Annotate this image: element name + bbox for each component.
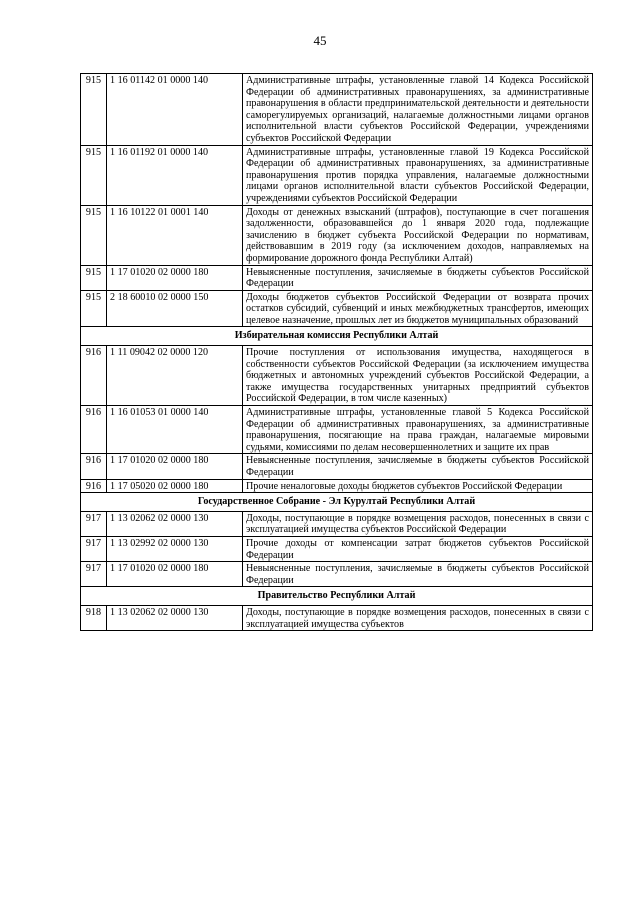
section-header-row bbox=[81, 493, 593, 512]
budget-classification-code-cell: 1 16 10122 01 0001 140 bbox=[107, 205, 243, 265]
admin-code-cell: 915 bbox=[81, 205, 107, 265]
admin-code-cell: 915 bbox=[81, 145, 107, 205]
table-row bbox=[81, 479, 593, 493]
revenue-description-cell: Невыясненные поступления, зачисляемые в бюджеты субъектов Российской Федерации bbox=[243, 454, 593, 479]
section-title: Правительство Республики Алтай bbox=[81, 587, 593, 606]
revenue-description-cell: Административные штрафы, установленные главой 5 Кодекса Российской Федерации об административных правонарушениях, за административные правонарушения, посягающие на права граждан, налагаемые мировыми судьями, комиссиями по делам несовершеннолетних и защите их прав bbox=[243, 406, 593, 454]
revenue-description-cell: Доходы, поступающие в порядке возмещения расходов, понесенных в связи с эксплуатацией имущества субъектов bbox=[243, 605, 593, 630]
table-row bbox=[81, 536, 593, 561]
budget-codes-table bbox=[80, 73, 593, 631]
table-row bbox=[81, 605, 593, 630]
budget-classification-code-cell: 1 13 02062 02 0000 130 bbox=[107, 605, 243, 630]
admin-code-cell: 916 bbox=[81, 454, 107, 479]
admin-code-cell: 915 bbox=[81, 290, 107, 327]
budget-classification-code-cell: 1 16 01142 01 0000 140 bbox=[107, 74, 243, 146]
section-header-row bbox=[81, 327, 593, 346]
admin-code-cell: 916 bbox=[81, 479, 107, 493]
table-row bbox=[81, 511, 593, 536]
section-title: Государственное Собрание - Эл Курултай Республики Алтай bbox=[81, 493, 593, 512]
revenue-description-cell: Прочие поступления от использования имущества, находящегося в собственности субъектов Российской Федерации (за исключением имущества бюджетных и автономных учреждений субъектов Российской Федерации, а также имущества государственных унитарных предприятий субъектов Российской Федерации, в том числе казенных) bbox=[243, 346, 593, 406]
table-row bbox=[81, 145, 593, 205]
table-row bbox=[81, 290, 593, 327]
revenue-description-cell: Доходы бюджетов субъектов Российской Федерации от возврата прочих остатков субсидий, субвенций и иных межбюджетных трансфертов, имеющих целевое назначение, прошлых лет из бюджетов муниципальных образований bbox=[243, 290, 593, 327]
table-row bbox=[81, 205, 593, 265]
table-row bbox=[81, 454, 593, 479]
admin-code-cell: 918 bbox=[81, 605, 107, 630]
budget-classification-code-cell: 1 17 05020 02 0000 180 bbox=[107, 479, 243, 493]
table-row bbox=[81, 562, 593, 587]
budget-classification-code-cell: 1 16 01192 01 0000 140 bbox=[107, 145, 243, 205]
table-row bbox=[81, 74, 593, 146]
page-number: 45 bbox=[313, 33, 327, 48]
admin-code-cell: 917 bbox=[81, 511, 107, 536]
revenue-description-cell: Доходы от денежных взысканий (штрафов), поступающие в счет погашения задолженности, образовавшейся до 1 января 2020 года, подлежащие зачислению в бюджет субъекта Российской Федерации по нормативам, действовавшим в 2019 году (за исключением доходов, направляемых на формирование дорожного фонда Республики Алтай) bbox=[243, 205, 593, 265]
budget-classification-code-cell: 1 17 01020 02 0000 180 bbox=[107, 562, 243, 587]
admin-code-cell: 915 bbox=[81, 74, 107, 146]
table-row bbox=[81, 406, 593, 454]
revenue-description-cell: Прочие неналоговые доходы бюджетов субъектов Российской Федерации bbox=[243, 479, 593, 493]
budget-codes-body bbox=[81, 74, 593, 631]
revenue-description-cell: Доходы, поступающие в порядке возмещения расходов, понесенных в связи с эксплуатацией имущества субъектов Российской Федерации bbox=[243, 511, 593, 536]
budget-classification-code-cell: 1 16 01053 01 0000 140 bbox=[107, 406, 243, 454]
revenue-description-cell: Административные штрафы, установленные главой 19 Кодекса Российской Федерации об административных правонарушениях, за административные правонарушения против порядка управления, налагаемые должностными лицами органов исполнительной власти субъектов Российской Федерации, учреждениями субъектов Российской Федерации bbox=[243, 145, 593, 205]
table-row bbox=[81, 265, 593, 290]
revenue-description-cell: Невыясненные поступления, зачисляемые в бюджеты субъектов Российской Федерации bbox=[243, 562, 593, 587]
admin-code-cell: 916 bbox=[81, 346, 107, 406]
section-header-row bbox=[81, 587, 593, 606]
admin-code-cell: 915 bbox=[81, 265, 107, 290]
admin-code-cell: 917 bbox=[81, 536, 107, 561]
section-title: Избирательная комиссия Республики Алтай bbox=[81, 327, 593, 346]
table-row bbox=[81, 346, 593, 406]
revenue-description-cell: Невыясненные поступления, зачисляемые в бюджеты субъектов Российской Федерации bbox=[243, 265, 593, 290]
revenue-description-cell: Прочие доходы от компенсации затрат бюджетов субъектов Российской Федерации bbox=[243, 536, 593, 561]
budget-classification-code-cell: 1 17 01020 02 0000 180 bbox=[107, 265, 243, 290]
budget-classification-code-cell: 1 17 01020 02 0000 180 bbox=[107, 454, 243, 479]
admin-code-cell: 917 bbox=[81, 562, 107, 587]
admin-code-cell: 916 bbox=[81, 406, 107, 454]
revenue-description-cell: Административные штрафы, установленные главой 14 Кодекса Российской Федерации об административных правонарушениях, за административные правонарушения в области предпринимательской деятельности и деятельности саморегулируемых организаций, налагаемые должностными лицами органов исполнительной власти субъектов Российской Федерации, учреждениями субъектов Российской Федерации bbox=[243, 74, 593, 146]
budget-classification-code-cell: 2 18 60010 02 0000 150 bbox=[107, 290, 243, 327]
budget-classification-code-cell: 1 13 02992 02 0000 130 bbox=[107, 536, 243, 561]
budget-classification-code-cell: 1 11 09042 02 0000 120 bbox=[107, 346, 243, 406]
budget-classification-code-cell: 1 13 02062 02 0000 130 bbox=[107, 511, 243, 536]
